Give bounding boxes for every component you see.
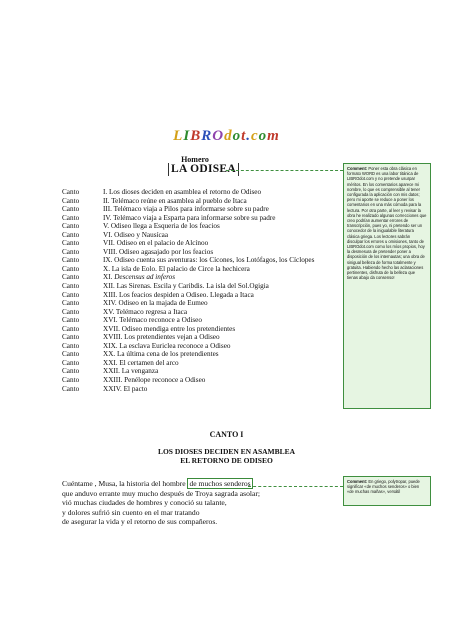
toc-entry: VII. Odiseo en el palacio de Alcínoo bbox=[103, 239, 209, 248]
toc-label: Canto bbox=[62, 222, 80, 231]
verse-block bbox=[62, 479, 260, 527]
toc-row bbox=[62, 231, 314, 240]
toc-row bbox=[62, 333, 314, 342]
toc-entry: IX. Odiseo cuenta sus aventuras: los Cícones, los Lotófagos, los Cíclopes bbox=[103, 256, 315, 265]
verse-line-1-text: Cuéntame , Musa, la historia del hombre bbox=[62, 479, 188, 488]
toc-row bbox=[62, 239, 314, 248]
logo-letter: L bbox=[173, 128, 184, 144]
comment-box-2 bbox=[343, 476, 431, 506]
logo-letter: c bbox=[250, 128, 259, 144]
toc-entry: II. Telémaco reúne en asamblea al pueblo de Itaca bbox=[103, 196, 247, 205]
toc-label: Canto bbox=[62, 230, 80, 239]
toc-entry: XXIV. El pacto bbox=[103, 384, 148, 393]
logo-letter: t bbox=[241, 128, 247, 144]
verse-line-2: que anduvo errante muy mucho después de Troya sagrada asolar; bbox=[62, 488, 261, 498]
toc-row bbox=[62, 214, 314, 223]
toc-entry: XIX. La esclava Euriclea reconoce a Odiseo bbox=[103, 341, 231, 350]
toc-entry bbox=[103, 273, 175, 282]
canto-subtitle-line-2: EL RETORNO DE ODISEO bbox=[180, 456, 273, 465]
verse-line-1 bbox=[62, 479, 260, 489]
toc-entry: VIII. Odiseo agasajado por los feacios bbox=[103, 247, 214, 256]
toc-entry-italic: Descensus ad inferos bbox=[114, 273, 176, 282]
comment-leader-line-2 bbox=[248, 486, 343, 487]
toc-entry: XXII. La venganza bbox=[103, 367, 159, 376]
logo-letter: B bbox=[190, 128, 202, 144]
toc-row bbox=[62, 376, 314, 385]
toc-row bbox=[62, 273, 314, 282]
toc-row bbox=[62, 265, 314, 274]
comment-box-1 bbox=[343, 163, 431, 409]
toc-label: Canto bbox=[62, 273, 80, 282]
toc-label: Canto bbox=[62, 188, 80, 196]
canto-heading: CANTO I bbox=[209, 430, 244, 439]
toc-entry: XX. La última cena de los pretendientes bbox=[103, 350, 219, 359]
toc-label: Canto bbox=[62, 341, 80, 350]
toc-entry: V. Odiseo llega a Esqueria de los feacios bbox=[103, 222, 220, 231]
toc-entry: XII. Las Sirenas. Escila y Caribdis. La isla del Sol.Ogigia bbox=[103, 282, 269, 291]
logo-letter: o bbox=[258, 128, 268, 144]
toc-row bbox=[62, 299, 314, 308]
toc-entry: VI. Odiseo y Nausícaa bbox=[103, 230, 169, 239]
toc-row bbox=[62, 248, 314, 257]
book-title: LA ODISEA bbox=[168, 163, 239, 176]
toc-label: Canto bbox=[62, 376, 80, 385]
toc-row bbox=[62, 359, 314, 368]
toc-label: Canto bbox=[62, 333, 80, 342]
toc-label: Canto bbox=[62, 290, 80, 299]
logo-letter: o bbox=[232, 128, 242, 144]
author-name: Homero bbox=[181, 155, 209, 164]
toc-label: Canto bbox=[62, 299, 80, 308]
comment-leader-line bbox=[226, 170, 343, 171]
toc-entry-prefix: XI. bbox=[103, 273, 115, 282]
toc-row bbox=[62, 282, 314, 291]
logo-letter: R bbox=[201, 128, 213, 144]
librodot-logo bbox=[0, 128, 453, 145]
toc-label: Canto bbox=[62, 350, 80, 359]
logo-letter: d bbox=[224, 128, 233, 144]
toc-entry: XV. Telémaco regresa a Itaca bbox=[103, 307, 188, 316]
toc-row bbox=[62, 205, 314, 214]
toc-label: Canto bbox=[62, 213, 80, 222]
toc-entry: XIII. Los feacios despiden a Odiseo. Llegada a Itaca bbox=[103, 290, 254, 299]
toc-label: Canto bbox=[62, 367, 80, 376]
comment-label: Comment: bbox=[347, 166, 368, 171]
toc-label: Canto bbox=[62, 324, 80, 333]
toc-label: Canto bbox=[62, 239, 80, 248]
toc-row bbox=[62, 325, 314, 334]
logo-letter: m bbox=[267, 128, 280, 144]
toc-label: Canto bbox=[62, 282, 80, 291]
toc-entry: XIV. Odiseo en la majada de Eumeo bbox=[103, 299, 208, 308]
toc-entry: XVIII. Los pretendientes vejan a Odiseo bbox=[103, 333, 220, 342]
toc-label: Canto bbox=[62, 247, 80, 256]
toc-entry: I. Los dioses deciden en asamblea el retorno de Odiseo bbox=[103, 188, 262, 196]
toc-entry: XXI. El certamen del arco bbox=[103, 358, 179, 367]
toc-row bbox=[62, 291, 314, 300]
verse-line-5: de asegurar la vida y el retorno de sus compañeros. bbox=[62, 517, 218, 526]
toc-label: Canto bbox=[62, 316, 80, 325]
toc-label: Canto bbox=[62, 384, 80, 393]
verse-line-4: y dolores sufrió sin cuento en el mar tratando bbox=[62, 507, 200, 517]
toc-entry: X. La isla de Eolo. El palacio de Circe la hechicera bbox=[103, 264, 250, 273]
toc-label: Canto bbox=[62, 205, 80, 214]
toc-label: Canto bbox=[62, 358, 80, 367]
toc-label: Canto bbox=[62, 256, 80, 265]
toc-row bbox=[62, 197, 314, 206]
toc-entry: XVII. Odiseo mendiga entre los pretendientes bbox=[103, 324, 236, 333]
toc-label: Canto bbox=[62, 264, 80, 273]
highlighted-phrase: de muchos senderos bbox=[189, 479, 251, 488]
toc-row bbox=[62, 308, 314, 317]
toc-entry: III. Telémaco viaja a Pilos para informarse sobre su padre bbox=[103, 205, 269, 214]
toc-entry: IV. Telémaco viaja a Esparta para informarse sobre su padre bbox=[103, 213, 276, 222]
logo-letter: I bbox=[183, 128, 191, 144]
toc-row bbox=[62, 188, 314, 197]
canto-subtitle-line-1: LOS DIOSES DECIDEN EN ASAMBLEA bbox=[157, 447, 296, 456]
toc-label: Canto bbox=[62, 307, 80, 316]
toc-row bbox=[62, 222, 314, 231]
toc-label: Canto bbox=[62, 196, 80, 205]
table-of-contents bbox=[62, 188, 314, 393]
toc-entry: XVI. Telémaco reconoce a Odiseo bbox=[103, 316, 202, 325]
toc-row bbox=[62, 256, 314, 265]
verse-line-3: vió muchas ciudades de hombres y conoció su talante, bbox=[62, 498, 227, 507]
comment-text: Poner esta obra clásica en formato WORD es una labor titánica de LIBROdot.com y no pretende usurpar méritos. En los comentarios aparece mi nombre, lo que es comprensible al tener configurada la aplicación con mis datos; pero mi aporte se reduce a poner los comentarios en una más cómoda para la lectura. Por otra parte, al leer y revisar la obra he realizado algunas correcciones que creo podrían aumentar errores de transcripción, pues yo, ni pretendo ser un conocedor de la inigualable literatura clásica griega. Los lectores sabrán disculpar los errores u omisiones, tanto de LIBROdot.com como los míos propios, hoy la desmesura de pretender poner a disposición de los internautas; una obra de sinigual belleza de forma totalmente y gratuita. Habiendo hecho las aclaraciones pertinentes, disfruta de la belleza que tienas abajo da consenso! bbox=[347, 166, 427, 281]
toc-entry: XXIII. Penélope reconoce a Odiseo bbox=[103, 376, 206, 385]
toc-row bbox=[62, 385, 314, 394]
toc-row bbox=[62, 350, 314, 359]
comment-label: Comment: bbox=[347, 479, 368, 484]
toc-row bbox=[62, 367, 314, 376]
comment-text: En griego, polytropar, puede significar «de muchos senderos» o bien «de muchas mañas», versátil bbox=[347, 479, 420, 495]
toc-row bbox=[62, 342, 314, 351]
logo-letter: . bbox=[246, 128, 251, 144]
toc-row bbox=[62, 316, 314, 325]
logo-letter: O bbox=[212, 128, 225, 144]
